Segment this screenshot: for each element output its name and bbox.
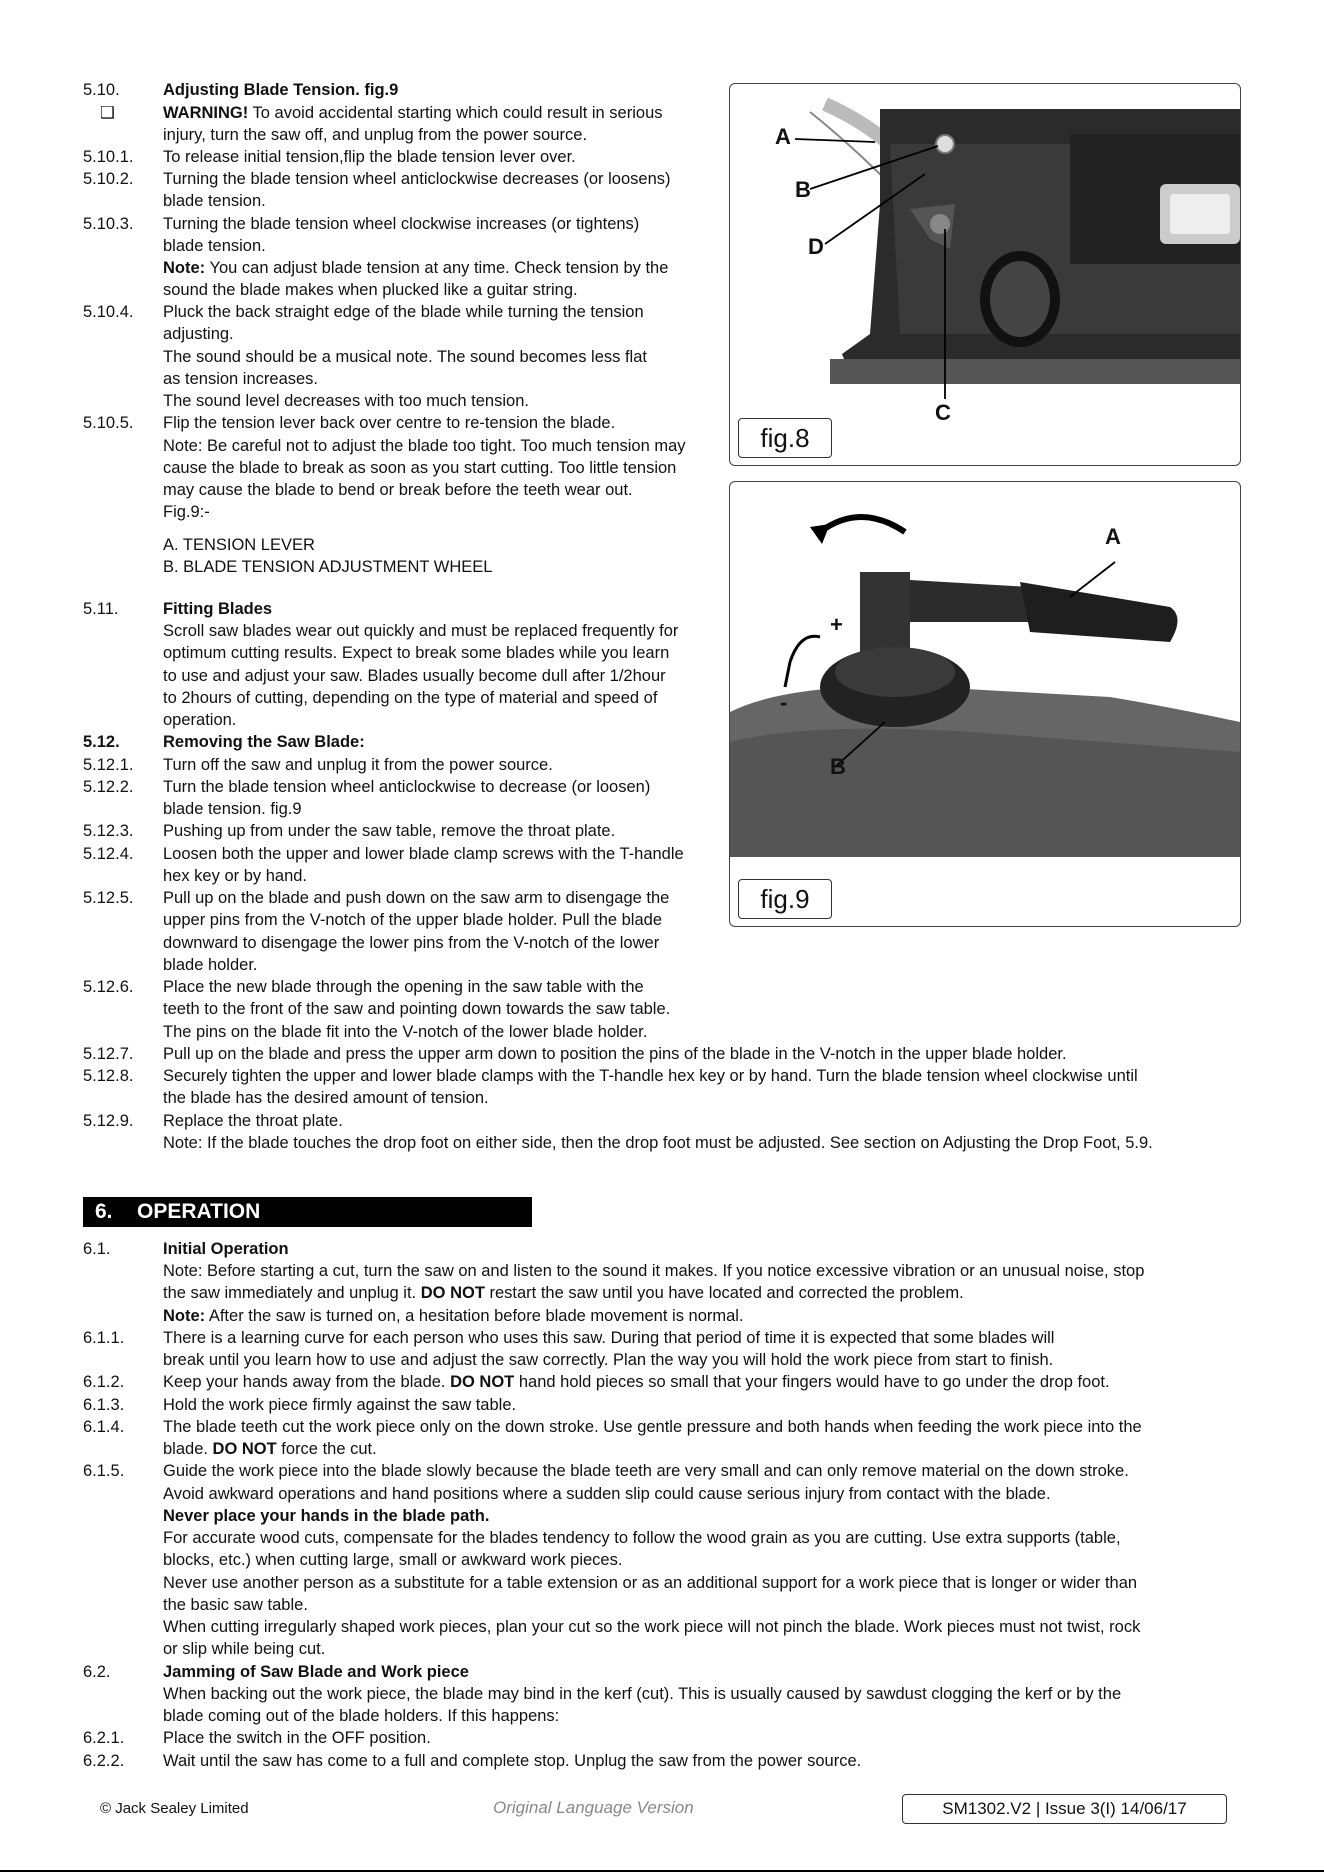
item-number: 6.1.3. [83,1396,125,1414]
item-number: 5.12.3. [83,822,134,840]
text: B. BLADE TENSION ADJUSTMENT WHEEL [163,558,493,576]
text: Securely tighten the upper and lower blade clamps with the T-handle hex key or by hand. Turn the blade tension wheel clockwise until [163,1067,1138,1085]
text: blade tension. fig.9 [163,800,302,818]
text: upper pins from the V-notch of the upper blade holder. Pull the blade [163,911,663,929]
text: blade tension. [163,237,266,255]
item-number: 5.12.5. [83,889,134,907]
text: break until you learn how to use and adjust the saw correctly. Plan the way you will hold the work piece from start to finish. [163,1351,1054,1369]
text: Hold the work piece firmly against the saw table. [163,1396,517,1414]
item-number: 5.10.1. [83,148,134,166]
text: When backing out the work piece, the blade may bind in the kerf (cut). This is usually caused by sawdust clogging the kerf or by the [163,1685,1122,1703]
text: blade holder. [163,956,258,974]
emphasis: DO NOT [420,1284,485,1302]
item-number: 5.12.6. [83,978,134,996]
emphasis: DO NOT [212,1440,277,1458]
text: or slip while being cut. [163,1640,326,1658]
text: blade. [163,1440,213,1458]
section-6-header [83,1197,532,1227]
text: sound the blade makes when plucked like a guitar string. [163,281,578,299]
text: Pluck the back straight edge of the blade while turning the tension [163,303,644,321]
item-number: 5.12.1. [83,756,134,774]
item-number: 6.1.2. [83,1373,125,1391]
text: blocks, etc.) when cutting large, small or awkward work pieces. [163,1551,623,1569]
text: For accurate wood cuts, compensate for the blades tendency to follow the wood grain as you are cutting. Use extra supports (table, [163,1529,1121,1547]
text: Never place your hands in the blade path. [163,1507,490,1525]
callout-b: B [830,754,846,779]
item-number: 5.12.7. [83,1045,134,1063]
item-number: 5.10. [83,81,120,99]
language-version: Original Language Version [493,1798,694,1817]
item-number: 6.1. [83,1240,111,1258]
item-number: 6.1.5. [83,1462,125,1480]
text: Guide the work piece into the blade slowly because the blade teeth are very small and can only remove material on the down stroke. [163,1462,1129,1480]
warning-label: WARNING! [163,104,249,122]
section-heading: Adjusting Blade Tension. fig.9 [163,81,399,99]
text: Replace the throat plate. [163,1112,343,1130]
text: There is a learning curve for each person who uses this saw. During that period of time it is expected that some blades will [163,1329,1055,1347]
note-label: Note: [163,259,206,277]
text: operation. [163,711,237,729]
text: the saw immediately and unplug it. [163,1284,421,1302]
item-number: 5.10.2. [83,170,134,188]
text: Note: If the blade touches the drop foot on either side, then the drop foot must be adjusted. See section on Adjusting the Drop Foot, 5.9. [163,1134,1153,1152]
text: Fig.9:- [163,503,210,521]
text: Never use another person as a substitute for a table extension or as an additional support for a work piece that is longer or wider than [163,1574,1138,1592]
minus-sign: - [780,690,788,715]
section-heading: Removing the Saw Blade: [163,733,365,751]
text: force the cut. [276,1440,377,1458]
text: To avoid accidental starting which could result in serious [248,104,663,122]
text: Flip the tension lever back over centre to re-tension the blade. [163,414,616,432]
emphasis: DO NOT [450,1373,515,1391]
item-number: 5.10.4. [83,303,134,321]
text: Avoid awkward operations and hand positions where a sudden slip could cause serious injury from contact with the blade. [163,1485,1051,1503]
text: To release initial tension,flip the blade tension lever over. [163,148,576,166]
text: Turn the blade tension wheel anticlockwise to decrease (or loosen) [163,778,651,796]
text: Keep your hands away from the blade. [163,1373,451,1391]
text: hand hold pieces so small that your fingers would have to go under the drop foot. [514,1373,1110,1391]
text: The pins on the blade fit into the V-notch of the lower blade holder. [163,1023,648,1041]
text: optimum cutting results. Expect to break some blades while you learn [163,644,670,662]
text: Wait until the saw has come to a full and complete stop. Unplug the saw from the power source. [163,1752,862,1770]
text: Note: Before starting a cut, turn the saw on and listen to the sound it makes. If you notice excessive vibration or an unusual noise, stop [163,1262,1145,1280]
text: as tension increases. [163,370,319,388]
text: Pull up on the blade and press the upper arm down to position the pins of the blade in the V-notch in the upper blade holder. [163,1045,1067,1063]
item-number: 5.10.5. [83,414,134,432]
text: The blade teeth cut the work piece only on the down stroke. Use gentle pressure and both hands when feeding the work piece into the [163,1418,1142,1436]
fig8-label: fig.8 [738,418,832,458]
text: A. TENSION LEVER [163,536,315,554]
copyright-text: © Jack Sealey Limited [100,1800,249,1817]
text: blade coming out of the blade holders. If this happens: [163,1707,560,1725]
text: cause the blade to break as soon as you start cutting. Too little tension [163,459,677,477]
text: Turning the blade tension wheel clockwise increases (or tightens) [163,215,640,233]
section-title: OPERATION [137,1200,261,1223]
checkbox-bullet-icon: ❑ [100,104,115,122]
text: may cause the blade to bend or break before the teeth wear out. [163,481,633,499]
item-number: 5.12.9. [83,1112,134,1130]
note-label: Note: [163,1307,206,1325]
callout-c: C [935,400,951,425]
fig9-label: fig.9 [738,879,832,919]
section-number: 6. [95,1200,113,1223]
text: downward to disengage the lower pins from the V-notch of the lower [163,934,660,952]
item-number: 5.12. [83,733,120,751]
text: Pull up on the blade and push down on the saw arm to disengage the [163,889,670,907]
item-number: 5.11. [83,600,119,618]
fig9-illustration [730,482,1240,926]
callout-b: B [795,177,811,202]
text: teeth to the front of the saw and pointing down towards the saw table. [163,1000,671,1018]
text: Loosen both the upper and lower blade clamp screws with the T-handle [163,845,684,863]
callout-a: A [1105,524,1121,549]
text: injury, turn the saw off, and unplug from the power source. [163,126,588,144]
section-heading: Initial Operation [163,1240,289,1258]
text: When cutting irregularly shaped work pieces, plan your cut so the work piece will not pinch the blade. Work pieces must not twist, rock [163,1618,1141,1636]
callout-d: D [808,234,824,259]
text: You can adjust blade tension at any time. Check tension by the [205,259,669,277]
text: Pushing up from under the saw table, remove the throat plate. [163,822,616,840]
fig8-illustration [730,84,1240,465]
text: Place the switch in the OFF position. [163,1729,431,1747]
item-number: 6.1.1. [83,1329,125,1347]
text: Turning the blade tension wheel anticlockwise decreases (or loosens) [163,170,671,188]
figure-8 [729,83,1241,466]
item-number: 5.12.8. [83,1067,134,1085]
text: Turn off the saw and unplug it from the power source. [163,756,553,774]
text: to 2hours of cutting, depending on the type of material and speed of [163,689,658,707]
callout-a: A [775,124,791,149]
item-number: 5.12.4. [83,845,134,863]
plus-sign: + [830,612,843,637]
text: Scroll saw blades wear out quickly and must be replaced frequently for [163,622,679,640]
text: The sound level decreases with too much tension. [163,392,529,410]
section-heading: Jamming of Saw Blade and Work piece [163,1663,469,1681]
text: to use and adjust your saw. Blades usually become dull after 1/2hour [163,667,666,685]
item-number: 6.2.1. [83,1729,125,1747]
item-number: 6.1.4. [83,1418,125,1436]
text: Place the new blade through the opening in the saw table with the [163,978,644,996]
text: After the saw is turned on, a hesitation before blade movement is normal. [205,1307,744,1325]
item-number: 6.2.2. [83,1752,125,1770]
item-number: 5.12.2. [83,778,134,796]
text: blade tension. [163,192,266,210]
text: restart the saw until you have located and corrected the problem. [484,1284,964,1302]
text: The sound should be a musical note. The sound becomes less flat [163,348,647,366]
item-number: 6.2. [83,1663,111,1681]
text: the blade has the desired amount of tension. [163,1089,489,1107]
item-number: 5.10.3. [83,215,134,233]
text: the basic saw table. [163,1596,308,1614]
text: hex key or by hand. [163,867,308,885]
text: adjusting. [163,325,234,343]
section-heading: Fitting Blades [163,600,273,618]
figure-9 [729,481,1241,927]
text: Note: Be careful not to adjust the blade too tight. Too much tension may [163,437,686,455]
document-code: SM1302.V2 | Issue 3(I) 14/06/17 [902,1794,1227,1824]
